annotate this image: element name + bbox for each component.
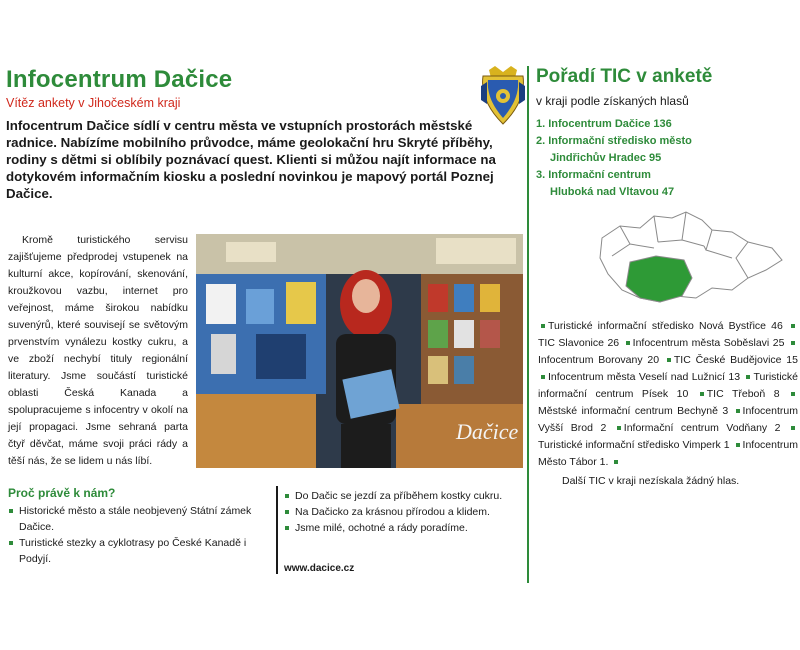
rank-item-continued: Jindřichův Hradec 95 bbox=[550, 152, 662, 164]
article-subtitle: Vítěz ankety v Jihočeském kraji bbox=[6, 96, 181, 110]
result-item: Městské informační centrum Bechyně 3 bbox=[538, 405, 729, 417]
other-results bbox=[538, 318, 798, 490]
city-crest-icon bbox=[479, 66, 527, 126]
list-item: Historické město a stále neobjevený Státní zámek Dačice. bbox=[8, 503, 268, 535]
list-item: Do Dačic se jezdí za příběhem kostky cukru. bbox=[284, 488, 526, 504]
result-item: Infocentrum Město Tábor 1. bbox=[538, 439, 798, 468]
czech-map-icon bbox=[536, 198, 798, 308]
result-item: Infocentrum Borovany 20 bbox=[538, 354, 660, 366]
result-item: Turistické informační středisko Nová Bystřice 46 bbox=[548, 320, 783, 332]
result-item: TIC Slavonice 26 bbox=[538, 337, 620, 349]
sidebar-subtitle: v kraji podle získaných hlasů bbox=[536, 94, 689, 108]
result-item: Turistické informační středisko Vimperk 1 bbox=[538, 439, 730, 451]
result-item: Infocentrum města Soběslavi 25 bbox=[632, 337, 785, 349]
infocentre-photo bbox=[196, 234, 523, 468]
sidebar bbox=[536, 66, 798, 487]
article bbox=[6, 66, 524, 574]
article-body: Kromě turistického servisu zajišťujeme předprodej vstupenek na kulturní akce, kopírování, skenování, kroužkovou vazbu, internet pro veřejnost, máme širokou nabídku suvenýrů, které souvisejí se světovým prvenstvím vynálezu kostky cukru, a ve zboží nechybí tituly regionální literatury. Jsme součástí turistické oblasti Česká Kanada a spolupracujeme s infocentry v okolí na její propagaci. Jsme sehraná parta čtyř děvčat, máme svoji práci rády a těší nás, že se lidem u nás líbí. bbox=[8, 234, 188, 467]
result-item: TIC Třeboň 8 bbox=[706, 388, 780, 400]
list-item: Jsme milé, ochotné a rády poradíme. bbox=[284, 520, 526, 536]
rank-item-continued: Hluboká nad Vltavou 47 bbox=[550, 186, 675, 198]
result-item: Infocentrum Vyšší Brod 2 bbox=[538, 405, 798, 434]
article-title: Infocentrum Dačice bbox=[6, 66, 233, 93]
why-list-right-box bbox=[276, 486, 526, 574]
website-link[interactable]: www.dacice.cz bbox=[284, 563, 355, 574]
column-divider bbox=[527, 66, 529, 583]
list-item: Na Dačicko za krásnou přírodou a klidem. bbox=[284, 504, 526, 520]
article-lead: Infocentrum Dačice sídlí v centru města ve vstupních prostorách městské radnice. Nabízíme mobilního průvodce, máme geolokační hru Skryté příběhy, rodiny s dětmi si oblíbily poznávací quest. Klienti si můžou najít informace na dotykovém informačním kiosku a poslední novinkou je mapový portál Poznej Dačice. bbox=[6, 118, 496, 201]
why-heading: Proč právě k nám? bbox=[8, 486, 116, 500]
why-list-left bbox=[8, 503, 268, 567]
ranking-list bbox=[536, 116, 798, 201]
list-item: Turistické stezky a cyklotrasy po České Kanadě i Podyjí. bbox=[8, 535, 268, 567]
result-item: TIC České Budějovice 15 bbox=[673, 354, 798, 366]
rank-item: 3. Informační centrum bbox=[536, 169, 651, 181]
sidebar-title: Pořadí TIC v anketě bbox=[536, 66, 713, 87]
result-item: Turistické informační centrum Písek 10 bbox=[538, 371, 798, 400]
rank-item: 1. Infocentrum Dačice 136 bbox=[536, 118, 672, 130]
result-item: Infocentrum města Veselí nad Lužnicí 13 bbox=[548, 371, 741, 383]
why-section bbox=[8, 486, 268, 567]
rank-item: 2. Informační středisko město bbox=[536, 135, 692, 147]
why-list-right bbox=[284, 488, 526, 536]
no-votes-note: Další TIC v kraji nezískala žádný hlas. bbox=[562, 475, 740, 487]
result-item: Informační centrum Vodňany 2 bbox=[623, 422, 781, 434]
photo-caption: Dačice bbox=[456, 419, 519, 444]
